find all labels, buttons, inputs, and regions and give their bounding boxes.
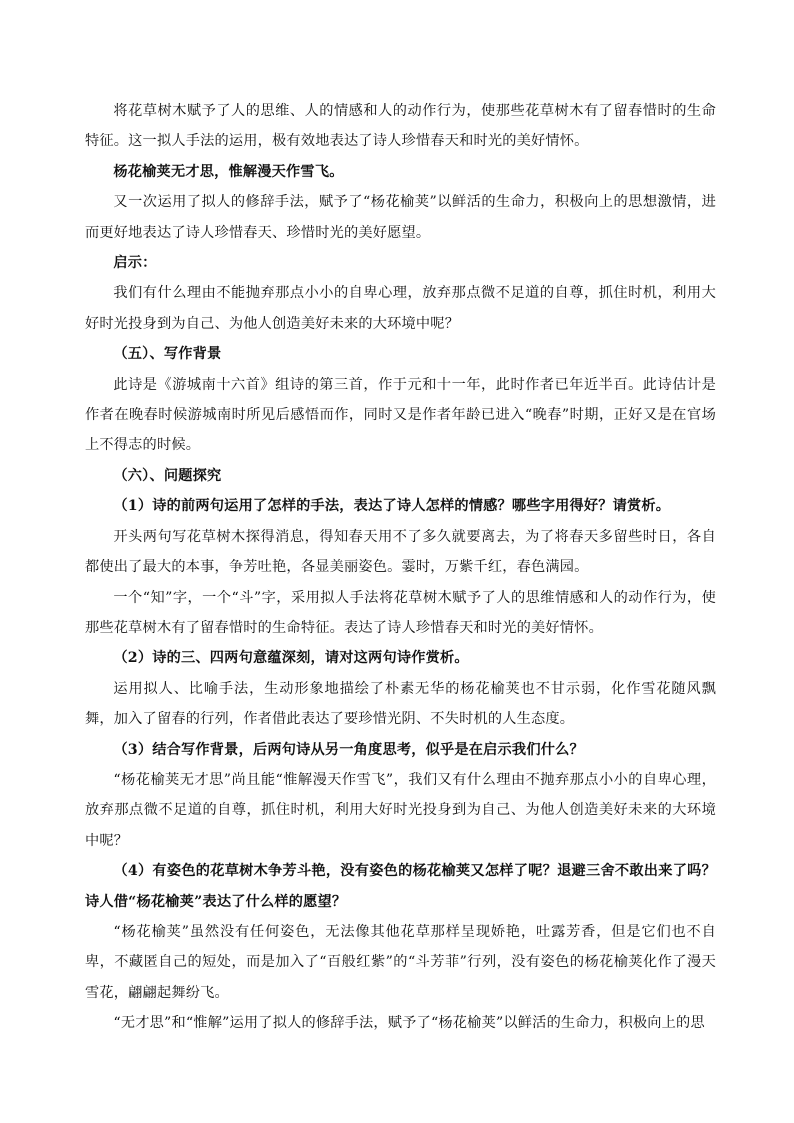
paragraph-poplar-elm-analysis: 又一次运用了拟人的修辞手法，赋予了“杨花榆荚”以鲜活的生命力，积极向上的思想激情，进而更好地表达了诗人珍惜春天、珍惜时光的美好愿望。: [85, 194, 716, 241]
answer-1-part-1: 开头两句写花草树木探得消息，得知春天用不了多久就要离去，为了将春天多留些时日，各自都使出了最大的本事，争芳吐艳，各显美丽姿色。霎时，万紫千红，春色满园。: [85, 528, 716, 576]
answer-2: 运用拟人、比喻手法，生动形象地描绘了朴素无华的杨花榆荚也不甘示弱，化作雪花随风飘舞，加入了留春的行列，作者借此表达了要珍惜光阴、不失时机的人生态度。: [85, 680, 716, 728]
question-3: （3）结合写作背景，后两句诗从另一角度思考，似乎是在启示我们什么？: [113, 741, 584, 758]
paragraph-writing-background: 此诗是《游城南十六首》组诗的第三首，作于元和十一年，此时作者已年近半百。此诗估计是作者在晚春时候游城南时所见后感悟而作，同时又是作者年龄已进入“晚春”时期，正好又是在官场上不得志的时候。: [85, 376, 716, 454]
answer-3: “杨花榆荚无才思”尚且能“惟解漫天作雪飞”，我们又有什么理由不抛弃那点小小的自卑心理，放弃那点微不足道的自尊，抓住时机，利用大好时光投身到为自己、为他人创造美好未来的大环境中呢？: [85, 771, 716, 849]
question-4: （4）有姿色的花草树木争芳斗艳，没有姿色的杨花榆荚又怎样了呢？退避三舍不敢出来了吗？诗人借“杨花榆荚”表达了什么样的愿望？: [85, 863, 716, 910]
answer-1-part-2: 一个“知”字，一个“斗”字，采用拟人手法将花草树木赋予了人的思维情感和人的动作行为，使那些花草树木有了留春惜时的生命特征。表达了诗人珍惜春天和时光的美好情怀。: [85, 589, 716, 636]
answer-4-part-1: “杨花榆荚”虽然没有任何姿色，无法像其他花草那样呈现娇艳，吐露芳香，但是它们也不自卑，不藏匿自己的短处，而是加入了“百般红紫”的“斗芳菲”行列，没有姿色的杨花榆荚化作了漫天雪花，翩翩起舞纷飞。: [85, 923, 716, 1001]
question-2: （2）诗的三、四两句意蕴深刻，请对这两句诗作赏析。: [113, 650, 469, 667]
paragraph-inspiration: 我们有什么理由不能抛弃那点小小的自卑心理，放弃那点微不足道的自尊，抓住时机，利用大好时光投身到为自己、为他人创造美好未来的大环境中呢？: [85, 285, 716, 332]
heading-writing-background: （五）、写作背景: [113, 346, 222, 363]
poem-line-quote: 杨花榆荚无才思，惟解漫天作雪飞。: [113, 163, 344, 180]
heading-inspiration: 启示：: [113, 255, 157, 272]
question-1: （1）诗的前两句运用了怎样的手法，表达了诗人怎样的情感？哪些字用得好？请赏析。: [113, 498, 671, 515]
paragraph-personification-analysis: 将花草树木赋予了人的思维、人的情感和人的动作行为，使那些花草树木有了留春惜时的生命特征。这一拟人手法的运用，极有效地表达了诗人珍惜春天和时光的美好情怀。: [85, 103, 716, 150]
heading-question-exploration: （六）、问题探究: [113, 467, 222, 484]
answer-4-part-2: “无才思”和“惟解”运用了拟人的修辞手法，赋予了“杨花榆荚”以鲜活的生命力，积极向上的思: [113, 1015, 705, 1032]
